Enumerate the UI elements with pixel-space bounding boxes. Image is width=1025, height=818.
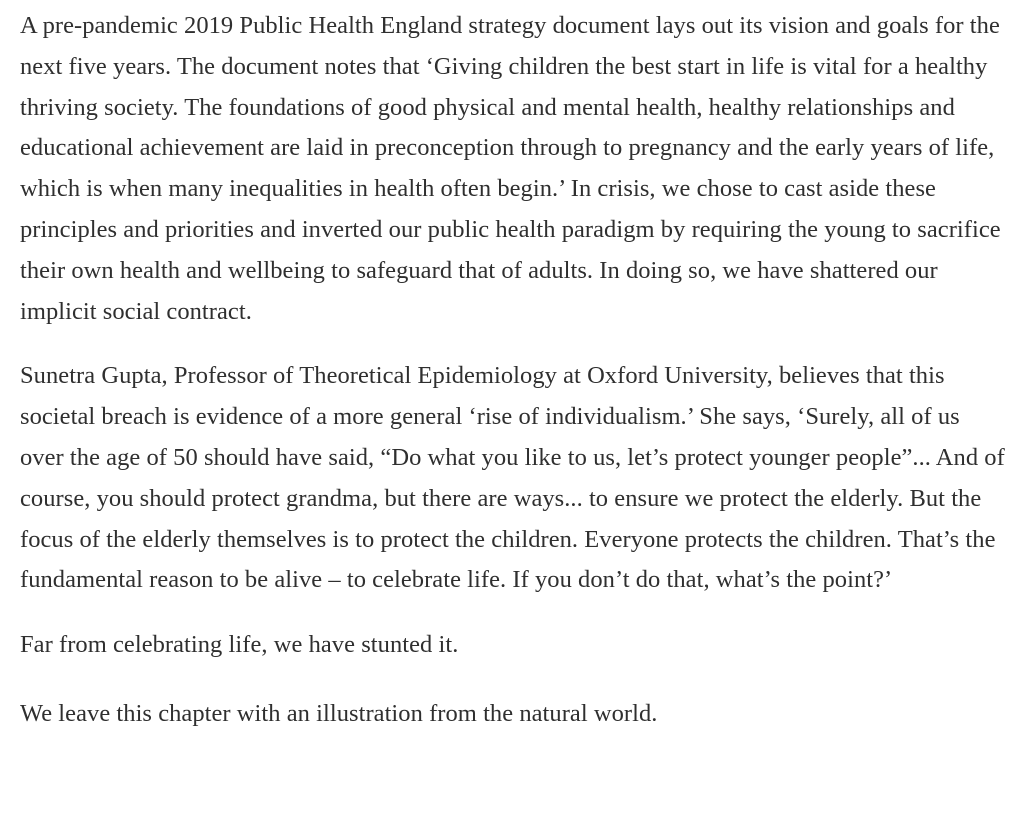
paragraph-phe-strategy: A pre-pandemic 2019 Public Health England strategy document lays out its vision and goals for the next five years. The document notes that ‘Giving children the best start in life is vital for a healthy thriving society. The foundations of good physical and mental health, healthy relationships and educational achievement are laid in preconception through to pregnancy and the early years of life, which is when many inequalities in health often begin.’ In crisis, we chose to cast aside these principles and priorities and inverted our public health paradigm by requiring the young to sacrifice their own health and wellbeing to safeguard that of adults. In doing so, we have shattered our implicit social contract. [20,12,1001,325]
paragraph-natural-world: We leave this chapter with an illustration from the natural world. [20,699,658,727]
paragraph-gupta-quote: Sunetra Gupta, Professor of Theoretical Epidemiology at Oxford University, believes that this societal breach is evidence of a more general ‘rise of individualism.’ She says, ‘Surely, all of us over the age of 50 should have said, “Do what you like to us, let’s protect younger people”... And of course, you should protect grandma, but there are ways... to ensure we protect the elderly. But the focus of the elderly themselves is to protect the children. Everyone protects the children. That’s the fundamental reason to be alive – to celebrate life. If you don’t do that, what’s the point?’ [20,362,1005,594]
article-body [20,6,1005,759]
paragraph-stunted: Far from celebrating life, we have stunted it. [20,631,459,659]
